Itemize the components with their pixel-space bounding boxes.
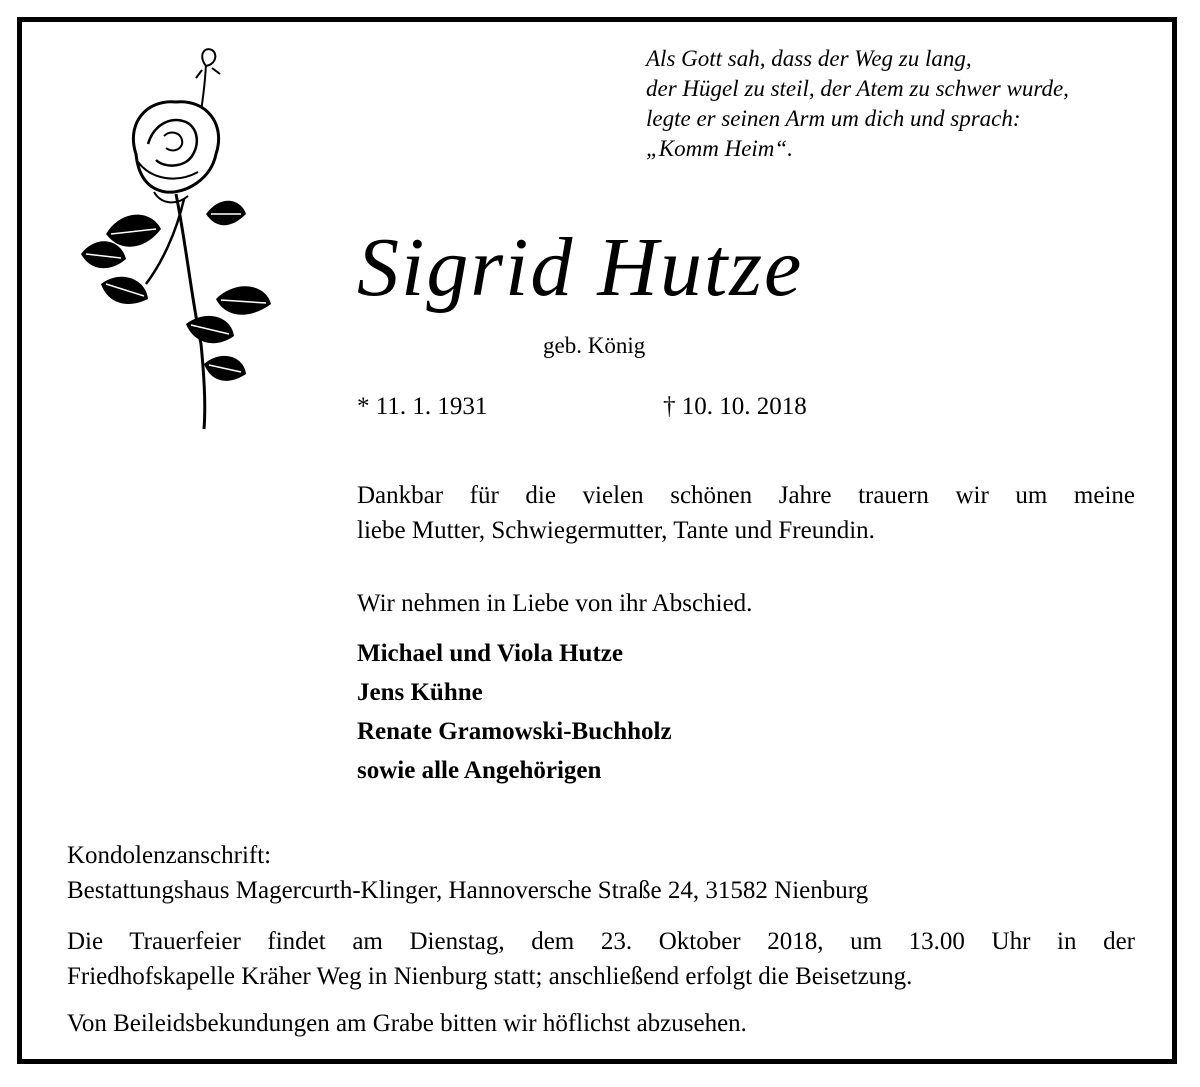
mourner-name: Michael und Viola Hutze [357, 640, 623, 667]
birth-date: * 11. 1. 1931 [357, 393, 488, 420]
thanks-line: liebe Mutter, Schwiegermutter, Tante und Freundin. [357, 517, 875, 544]
deceased-name: Sigrid Hutze [357, 221, 804, 314]
condolence-request: Von Beileidsbekundungen am Grabe bitten wir höflichst abzusehen. [67, 1010, 747, 1037]
maiden-name: geb. König [543, 333, 646, 358]
mourner-name: sowie alle Angehörigen [357, 757, 602, 784]
mourner-name: Renate Gramowski-Buchholz [357, 718, 672, 745]
poem-line: der Hügel zu steil, der Atem zu schwer wurde, [646, 76, 1069, 101]
condolence-address [67, 838, 868, 908]
death-date: † 10. 10. 2018 [663, 393, 807, 420]
funeral-service-info [67, 924, 1135, 994]
poem [646, 44, 1166, 164]
thanks-line: Dankbar für die vielen schönen Jahre trauern wir um meine [357, 482, 1135, 509]
rose-icon [66, 44, 286, 432]
condolence-address-line: Bestattungshaus Magercurth-Klinger, Hannoversche Straße 24, 31582 Nienburg [67, 877, 869, 904]
poem-line: Als Gott sah, dass der Weg zu lang, [646, 46, 972, 71]
mourners-list [357, 634, 672, 790]
thanks-text [357, 478, 1135, 548]
service-line: Die Trauerfeier findet am Dienstag, dem 23. Oktober 2018, um 13.00 Uhr in der [67, 928, 1135, 955]
poem-line: legte er seinen Arm um dich und sprach: [646, 106, 1021, 131]
farewell-text: Wir nehmen in Liebe von ihr Abschied. [357, 590, 753, 617]
mourner-name: Jens Kühne [357, 679, 483, 706]
service-line: Friedhofskapelle Kräher Weg in Nienburg statt; anschließend erfolgt die Beisetzung. [67, 963, 913, 990]
poem-line: „Komm Heim“. [646, 136, 793, 161]
condolence-label: Kondolenzanschrift: [67, 842, 272, 869]
